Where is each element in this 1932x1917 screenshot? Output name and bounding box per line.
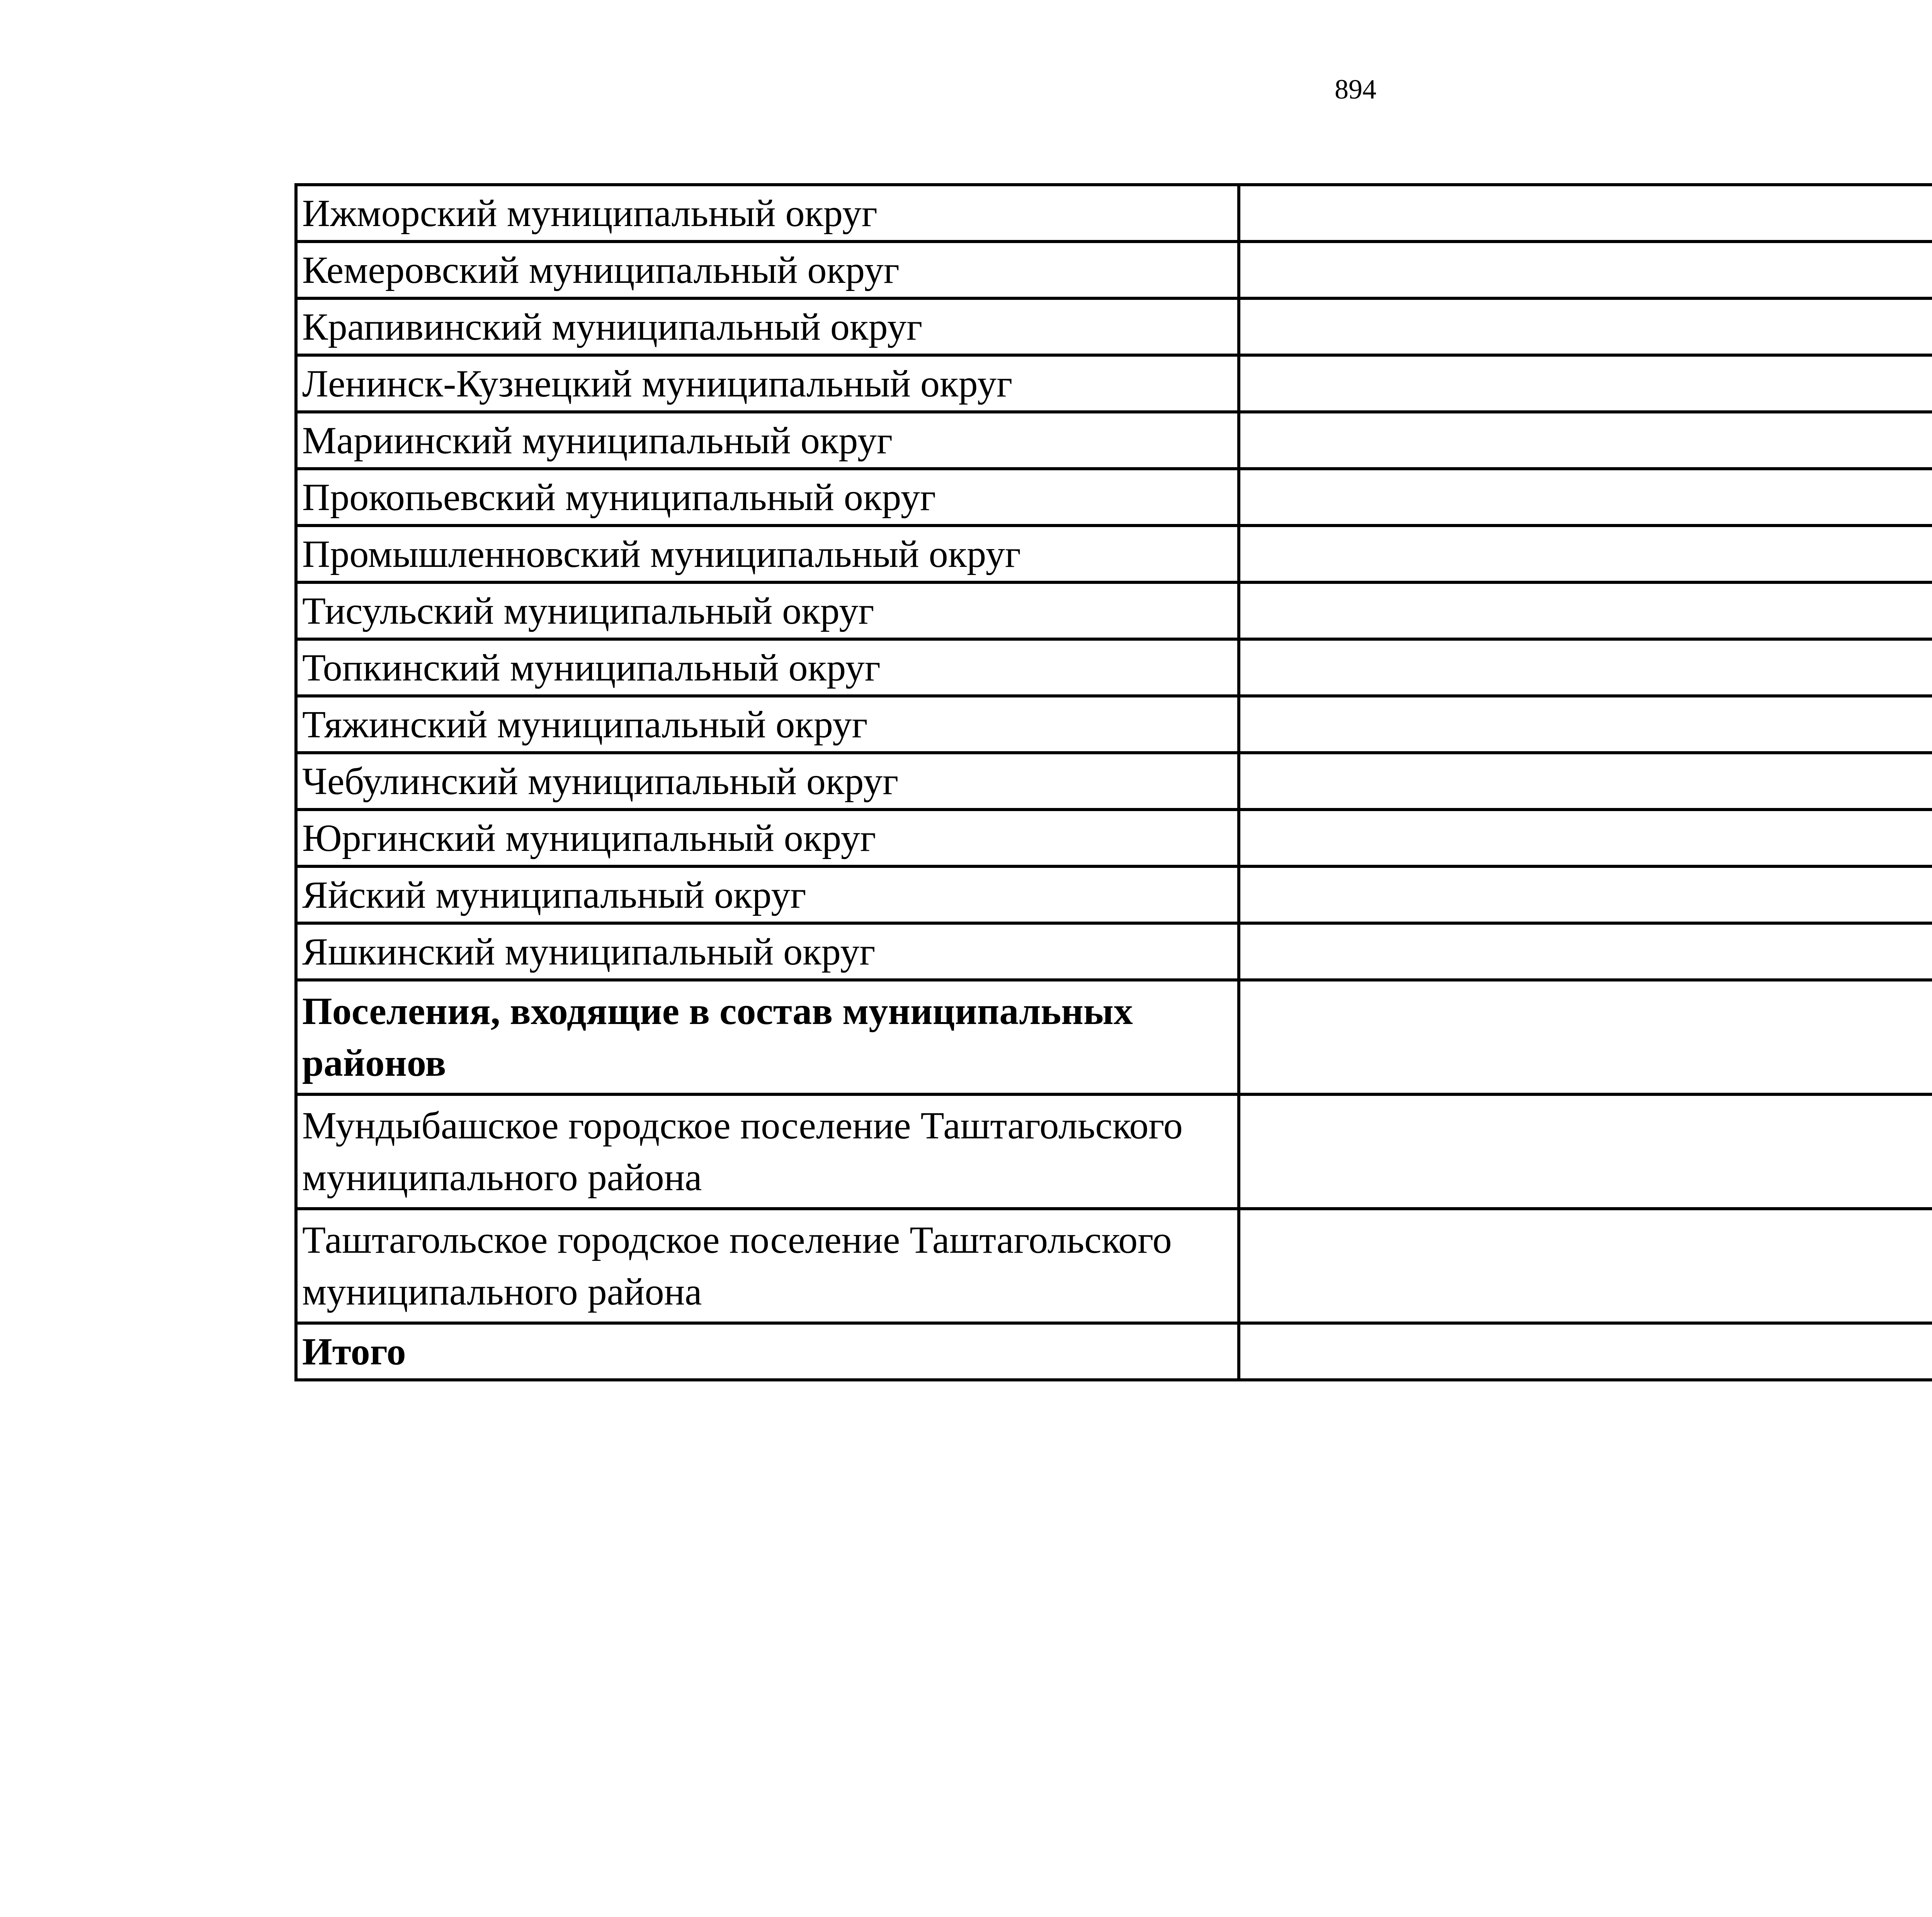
- row-name: Мундыбашское городское поселение Таштагольского муниципального района: [296, 1094, 1239, 1209]
- row-name: Промышленновский муниципальный округ: [296, 526, 1239, 582]
- row-value: [1239, 185, 1932, 242]
- table-row: [296, 526, 1932, 582]
- table-row: [296, 412, 1932, 469]
- row-name: Тяжинский муниципальный округ: [296, 696, 1239, 753]
- row-name: Топкинский муниципальный округ: [296, 639, 1239, 696]
- table-row: [296, 696, 1932, 753]
- row-name: Яшкинский муниципальный округ: [296, 923, 1239, 980]
- row-value: [1239, 298, 1932, 355]
- row-value: [1239, 810, 1932, 866]
- row-name: Крапивинский муниципальный округ: [296, 298, 1239, 355]
- table-row: [296, 866, 1932, 923]
- row-name: Ижморский муниципальный округ: [296, 185, 1239, 242]
- budget-allocation-table: [294, 183, 1932, 1381]
- row-name: Прокопьевский муниципальный округ: [296, 469, 1239, 526]
- total-value: [1239, 1323, 1932, 1380]
- row-value: [1239, 1094, 1932, 1209]
- table-row: [296, 185, 1932, 242]
- table-row: [296, 639, 1932, 696]
- row-value: [1239, 355, 1932, 412]
- row-name: Кемеровский муниципальный округ: [296, 242, 1239, 298]
- row-name: Яйский муниципальный округ: [296, 866, 1239, 923]
- row-name: Чебулинский муниципальный округ: [296, 753, 1239, 810]
- row-value: [1239, 696, 1932, 753]
- row-name: Тисульский муниципальный округ: [296, 582, 1239, 639]
- row-name: Таштагольское городское поселение Таштагольского муниципального района: [296, 1209, 1239, 1323]
- row-value: [1239, 980, 1932, 1094]
- total-row: [296, 1323, 1932, 1380]
- row-value: [1239, 582, 1932, 639]
- row-value: [1239, 1209, 1932, 1323]
- row-value: [1239, 866, 1932, 923]
- table-row: [296, 298, 1932, 355]
- table-row: [296, 242, 1932, 298]
- row-value: [1239, 639, 1932, 696]
- table-row: [296, 923, 1932, 980]
- row-value: [1239, 753, 1932, 810]
- table-row: [296, 1209, 1932, 1323]
- row-name: Мариинский муниципальный округ: [296, 412, 1239, 469]
- row-value: [1239, 412, 1932, 469]
- table-row: [296, 753, 1932, 810]
- table-row: [296, 469, 1932, 526]
- row-name: Поселения, входящие в состав муниципальных районов: [296, 980, 1239, 1094]
- table-row: [296, 1094, 1932, 1209]
- row-value: [1239, 923, 1932, 980]
- row-value: [1239, 526, 1932, 582]
- table-row: [296, 810, 1932, 866]
- table-row: [296, 582, 1932, 639]
- row-name: Юргинский муниципальный округ: [296, 810, 1239, 866]
- total-label: Итого: [296, 1323, 1239, 1380]
- settlements-subtotal-row: [296, 980, 1932, 1094]
- row-value: [1239, 469, 1932, 526]
- row-value: [1239, 242, 1932, 298]
- row-name: Ленинск-Кузнецкий муниципальный округ: [296, 355, 1239, 412]
- page-number: 894: [1335, 74, 1376, 105]
- table-row: [296, 355, 1932, 412]
